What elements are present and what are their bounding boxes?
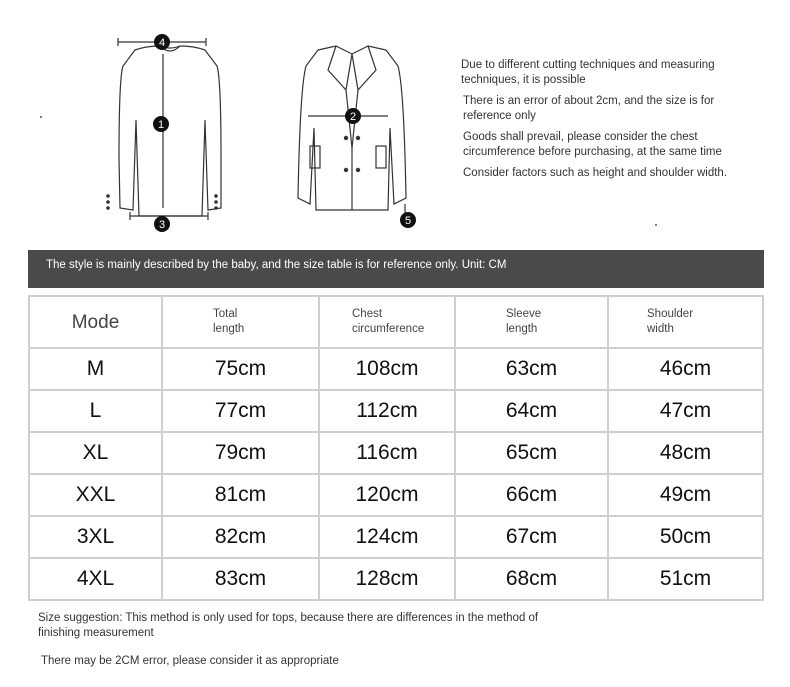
cell-chest: 120cm <box>319 474 455 516</box>
cell-shoulder: 49cm <box>608 474 763 516</box>
cell-chest: 112cm <box>319 390 455 432</box>
header-total-length-line2: length <box>213 323 245 335</box>
cell-total: 75cm <box>162 348 319 390</box>
cell-shoulder: 50cm <box>608 516 763 558</box>
note-chest: Goods shall prevail, please consider the chest circumference before purchasing, at the same time <box>463 131 722 158</box>
marker-1 <box>153 116 169 132</box>
header-sleeve-line1: Sleeve <box>506 308 542 320</box>
header-total-length <box>162 296 319 348</box>
stray-dot <box>655 224 657 226</box>
table-row <box>29 432 763 474</box>
header-chest <box>319 296 455 348</box>
cell-mode: 4XL <box>29 558 162 600</box>
cell-mode: L <box>29 390 162 432</box>
reference-banner: The style is mainly described by the baby, and the size table is for reference only. Unit: CM <box>28 250 764 288</box>
header-shoulder <box>608 296 763 348</box>
cell-total: 81cm <box>162 474 319 516</box>
cell-sleeve: 67cm <box>455 516 608 558</box>
header-chest-line1: Chest <box>352 308 383 320</box>
cell-sleeve: 68cm <box>455 558 608 600</box>
marker-3-label: 3 <box>158 219 166 231</box>
cell-shoulder: 48cm <box>608 432 763 474</box>
table-row <box>29 474 763 516</box>
cell-total: 82cm <box>162 516 319 558</box>
cell-shoulder: 46cm <box>608 348 763 390</box>
table-row <box>29 516 763 558</box>
cell-chest: 116cm <box>319 432 455 474</box>
cell-shoulder: 51cm <box>608 558 763 600</box>
cell-chest: 128cm <box>319 558 455 600</box>
cell-sleeve: 63cm <box>455 348 608 390</box>
cell-mode: 3XL <box>29 516 162 558</box>
header-mode: Mode <box>29 296 162 348</box>
marker-2-label: 2 <box>349 111 357 123</box>
cell-chest: 124cm <box>319 516 455 558</box>
header-sleeve <box>455 296 608 348</box>
cell-total: 77cm <box>162 390 319 432</box>
stray-dot <box>40 116 42 118</box>
cell-sleeve: 66cm <box>455 474 608 516</box>
cell-sleeve: 65cm <box>455 432 608 474</box>
marker-4 <box>154 34 170 50</box>
table-row <box>29 558 763 600</box>
note-error: There is an error of about 2cm, and the size is for reference only <box>463 95 715 122</box>
marker-1-label: 1 <box>157 119 165 131</box>
cell-mode: M <box>29 348 162 390</box>
measurement-notes <box>458 58 758 187</box>
garment-diagram <box>90 28 450 238</box>
cell-mode: XXL <box>29 474 162 516</box>
cell-shoulder: 47cm <box>608 390 763 432</box>
table-row <box>29 390 763 432</box>
note-height: Consider factors such as height and shoulder width. <box>463 167 728 179</box>
jacket-front-view <box>298 46 406 210</box>
header-chest-line2: circumference <box>352 323 425 335</box>
marker-2 <box>345 108 361 124</box>
header-total-length-line1: Total <box>213 308 238 320</box>
size-table <box>28 295 764 601</box>
marker-5 <box>400 212 416 228</box>
note-cutting: Due to different cutting techniques and measuring techniques, it is possible <box>461 59 715 86</box>
marker-5-label: 5 <box>404 215 412 227</box>
header-sleeve-line2: length <box>506 323 538 335</box>
table-header-row <box>29 296 763 348</box>
cell-sleeve: 64cm <box>455 390 608 432</box>
marker-4-label: 4 <box>158 37 166 49</box>
table-row <box>29 348 763 390</box>
cell-chest: 108cm <box>319 348 455 390</box>
marker-3 <box>154 216 170 232</box>
cell-total: 79cm <box>162 432 319 474</box>
cell-total: 83cm <box>162 558 319 600</box>
size-suggestion: Size suggestion: This method is only used for tops, because there are differences in the method of finishing measurement <box>38 612 539 639</box>
error-note: There may be 2CM error, please consider it as appropriate <box>41 655 339 667</box>
header-shoulder-line2: width <box>647 323 674 335</box>
cell-mode: XL <box>29 432 162 474</box>
header-shoulder-line1: Shoulder <box>647 308 694 320</box>
